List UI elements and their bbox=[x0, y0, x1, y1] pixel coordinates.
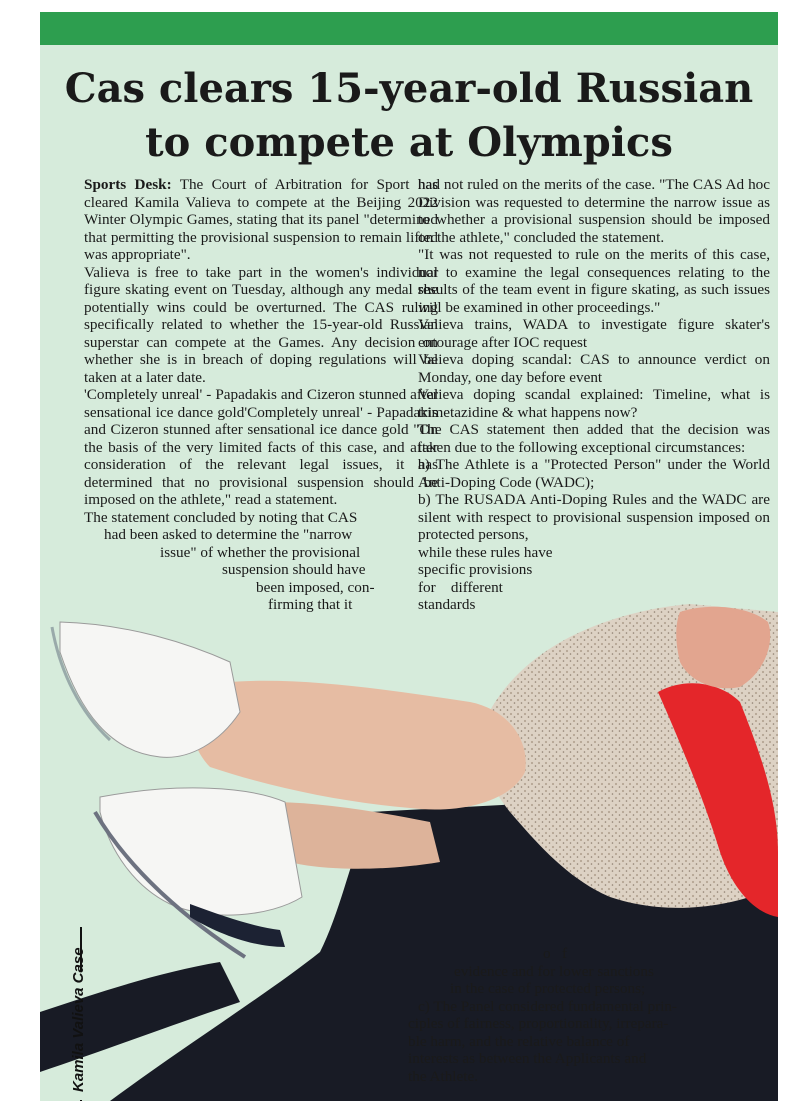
paragraph: had not ruled on the merits of the case. "The CAS Ad hoc Division was requested to determine the narrow issue as to whether a provisional suspension should be imposed on the athlete," concluded the statement. bbox=[418, 176, 770, 246]
text-line: the Athlete. bbox=[408, 1067, 479, 1085]
text-line: interests as between the Applicants and bbox=[408, 1050, 647, 1067]
bottom-column bbox=[408, 945, 748, 1085]
tapered-paragraph bbox=[84, 509, 438, 614]
text-line: had been asked to determine the "narrow bbox=[104, 526, 353, 543]
text-line: firming that it bbox=[268, 596, 353, 613]
white-skate-upper bbox=[60, 622, 240, 757]
text-line: while these rules have bbox=[418, 543, 553, 561]
text-line: specific provisions bbox=[418, 561, 533, 578]
paragraph: "It was not requested to rule on the merits of this case, nor to examine the legal consequences relating to the results of the team event in figure skating, as such issues will be examined in other proceedings." bbox=[418, 246, 770, 316]
paragraph: Valieva doping scandal explained: Timeline, what is trimetazidine & what happens now? bbox=[418, 386, 770, 421]
paragraph-text: The Court of Arbitration for Sport has cleared Kamila Valieva to compete at the Beijing 2022 Winter Olympic Games, stating that its panel "determined that permitting the provisional suspension to remain lifted was appropriate". bbox=[84, 176, 438, 263]
text-line: standards bbox=[418, 596, 476, 613]
text-line: evidence and for lower sanctions bbox=[454, 962, 654, 980]
text-line: o f bbox=[543, 945, 568, 962]
text-line: in the case of protected persons; bbox=[450, 980, 646, 997]
white-skate-lower bbox=[100, 788, 302, 915]
tapered-paragraph bbox=[418, 544, 770, 614]
byline: Sports Desk: bbox=[84, 176, 172, 193]
paragraph bbox=[84, 176, 438, 264]
text-line: issue" of whether the provisional bbox=[160, 543, 361, 561]
left-column bbox=[84, 176, 438, 614]
right-column bbox=[418, 176, 770, 614]
paragraph: 'Completely unreal' - Papadakis and Cizeron stunned after sensational ice dance gold'Completely unreal' - Papadakis and Cizeron stunned after sensational ice dance gold "On the basis of the very limited facts of this case, and after consideration of the relevant legal issues, it has determined that no provisional suspension should be imposed on the athlete," read a statement. bbox=[84, 386, 438, 508]
paragraph: Valieva doping scandal: CAS to announce verdict on Monday, one day before event bbox=[418, 351, 770, 386]
text-line: The statement concluded by noting that CAS bbox=[84, 508, 358, 526]
paragraph: The CAS statement then added that the decision was taken due to the following exceptional circumstances: bbox=[418, 421, 770, 456]
text-line: suspension should have bbox=[222, 561, 366, 578]
text-line: ble harm, and the relative balance of bbox=[408, 1032, 630, 1050]
newspaper-page bbox=[40, 12, 778, 1101]
headline-line-1: Cas clears 15-year-old Russian bbox=[64, 65, 754, 112]
text-line: c) The Panel considered fundamental prin- bbox=[418, 997, 678, 1015]
headline bbox=[40, 62, 778, 170]
section-label: Kamila Valieva Case bbox=[70, 947, 87, 1092]
paragraph: b) The RUSADA Anti-Doping Rules and the WADC are silent with respect to provisional suspension imposed on protected persons, bbox=[418, 491, 770, 543]
paragraph: Valieva is free to take part in the women's individual figure skating event on Tuesday, although any medal she potentially wins could be overturned. The CAS ruling specifically related to whether the 15-year-old Russian superstar can compete at the Games. Any decision on whether she is in breach of doping regulations will be taken at a later date. bbox=[84, 263, 438, 386]
paragraph: a) The Athlete is a "Protected Person" under the World Anti-Doping Code (WADC); bbox=[418, 456, 770, 491]
text-line: for different bbox=[418, 578, 503, 596]
text-line: ciples of fairness, proportionality, irrepara- bbox=[408, 1015, 669, 1032]
headline-line-2: to compete at Olympics bbox=[145, 119, 673, 166]
text-line: been imposed, con- bbox=[256, 578, 375, 596]
paragraph: Valieva trains, WADA to investigate figure skater's entourage after IOC request bbox=[418, 316, 770, 351]
